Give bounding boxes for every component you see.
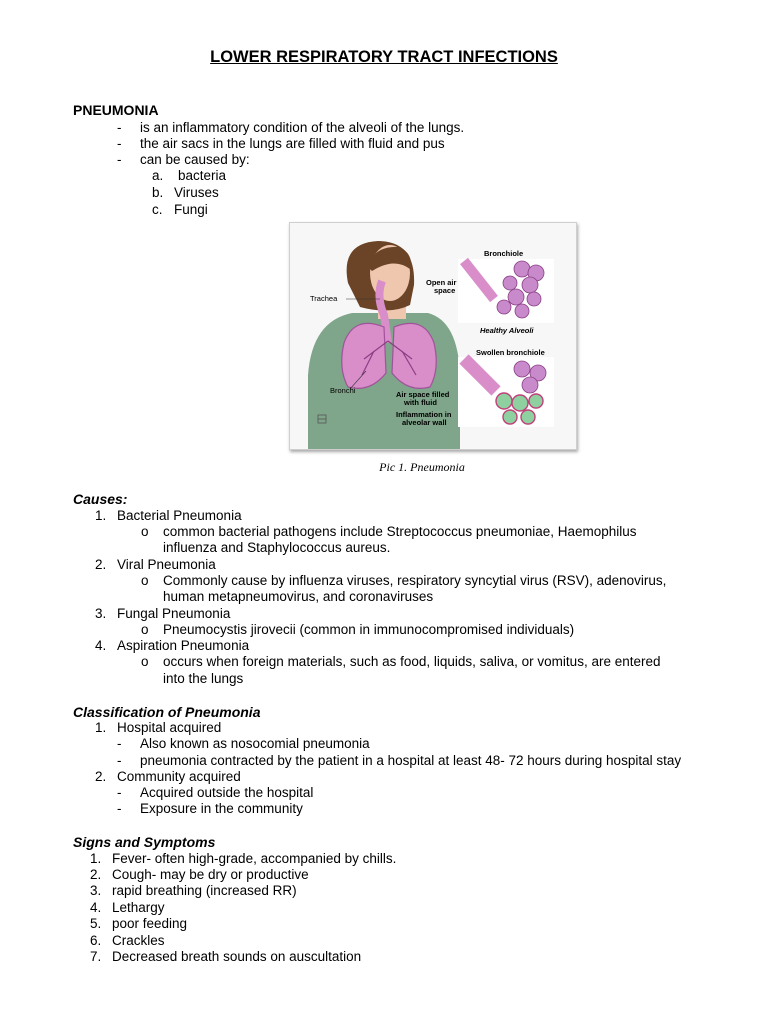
cause-item: Viruses: [174, 185, 219, 200]
list-number: 3.: [95, 606, 107, 621]
label-bronchiole: Bronchiole: [484, 249, 524, 258]
label-open-air: Open air: [426, 278, 457, 287]
label-healthy-alveoli: Healthy Alveoli: [480, 326, 534, 335]
symptom-item: rapid breathing (increased RR): [112, 883, 297, 898]
dash-marker: -: [117, 120, 122, 135]
pneumonia-illustration: [289, 222, 577, 450]
cause-name: Fungal Pneumonia: [117, 606, 231, 621]
dash-marker: -: [117, 801, 122, 816]
symptom-item: Fever- often high-grade, accompanied by chills.: [112, 851, 397, 866]
document-title: LOWER RESPIRATORY TRACT INFECTIONS: [210, 48, 558, 66]
list-letter: b.: [152, 185, 164, 200]
symptom-item: Lethargy: [112, 900, 165, 915]
list-number: 1.: [95, 720, 107, 735]
classification-point: pneumonia contracted by the patient in a hospital at least 48- 72 hours during hospital stay: [140, 753, 682, 768]
list-number: 2.: [90, 867, 102, 882]
bullet-marker: o: [141, 573, 149, 588]
dash-marker: -: [117, 136, 122, 151]
label-alveolar-wall: alveolar wall: [402, 418, 447, 427]
symptom-item: Cough- may be dry or productive: [112, 867, 309, 882]
symptom-item: poor feeding: [112, 916, 188, 931]
pneumonia-heading: PNEUMONIA: [73, 102, 159, 118]
cause-detail: influenza and Staphylococcus aureus.: [163, 540, 391, 555]
cause-item: bacteria: [178, 168, 227, 183]
symptom-item: Decreased breath sounds on auscultation: [112, 949, 362, 964]
causes-heading: Causes:: [73, 491, 128, 507]
cause-name: Bacterial Pneumonia: [117, 508, 242, 523]
cause-detail: common bacterial pathogens include Streptococcus pneumoniae, Haemophilus: [163, 524, 637, 539]
pneumonia-point: can be caused by:: [140, 152, 250, 167]
dash-marker: -: [117, 785, 122, 800]
cause-detail: into the lungs: [163, 671, 244, 686]
list-number: 6.: [90, 933, 102, 948]
classification-name: Hospital acquired: [117, 720, 222, 735]
pneumonia-point: the air sacs in the lungs are filled with fluid and pus: [140, 136, 445, 151]
cause-detail: Commonly cause by influenza viruses, respiratory syncytial virus (RSV), adenovirus,: [163, 573, 667, 588]
classification-point: Also known as nosocomial pneumonia: [140, 736, 370, 751]
label-trachea: Trachea: [310, 294, 338, 303]
label-air-space-filled: Air space filled: [396, 390, 450, 399]
dash-marker: -: [117, 152, 122, 167]
cause-detail: human metapneumovirus, and coronaviruses: [163, 589, 434, 604]
label-space: space: [434, 286, 456, 295]
label-swollen-bronchiole: Swollen bronchiole: [476, 348, 545, 357]
classification-heading: Classification of Pneumonia: [73, 704, 261, 720]
list-number: 4.: [90, 900, 102, 915]
dash-marker: -: [117, 753, 122, 768]
classification-name: Community acquired: [117, 769, 241, 784]
list-number: 3.: [90, 883, 102, 898]
cause-name: Aspiration Pneumonia: [117, 638, 250, 653]
dash-marker: -: [117, 736, 122, 751]
bullet-marker: o: [141, 524, 149, 539]
classification-point: Acquired outside the hospital: [140, 785, 314, 800]
bullet-marker: o: [141, 654, 149, 669]
bullet-marker: o: [141, 622, 149, 637]
figure-caption: Pic 1. Pneumonia: [379, 460, 465, 474]
list-number: 2.: [95, 557, 107, 572]
symptom-item: Crackles: [112, 933, 165, 948]
list-number: 7.: [90, 949, 102, 964]
classification-point: Exposure in the community: [140, 801, 303, 816]
label-with-fluid: with fluid: [404, 398, 437, 407]
label-inflammation: Inflammation in: [396, 410, 452, 419]
list-number: 1.: [95, 508, 107, 523]
signs-heading: Signs and Symptoms: [73, 834, 216, 850]
label-bronchi: Bronchi: [330, 386, 356, 395]
list-number: 1.: [90, 851, 102, 866]
cause-name: Viral Pneumonia: [117, 557, 216, 572]
list-number: 4.: [95, 638, 107, 653]
list-letter: c.: [152, 202, 163, 217]
list-number: 2.: [95, 769, 107, 784]
list-number: 5.: [90, 916, 102, 931]
cause-item: Fungi: [174, 202, 208, 217]
pneumonia-point: is an inflammatory condition of the alveoli of the lungs.: [140, 120, 465, 135]
cause-detail: occurs when foreign materials, such as food, liquids, saliva, or vomitus, are entered: [163, 654, 661, 669]
list-letter: a.: [152, 168, 164, 183]
cause-detail: Pneumocystis jirovecii (common in immunocompromised individuals): [163, 622, 575, 637]
